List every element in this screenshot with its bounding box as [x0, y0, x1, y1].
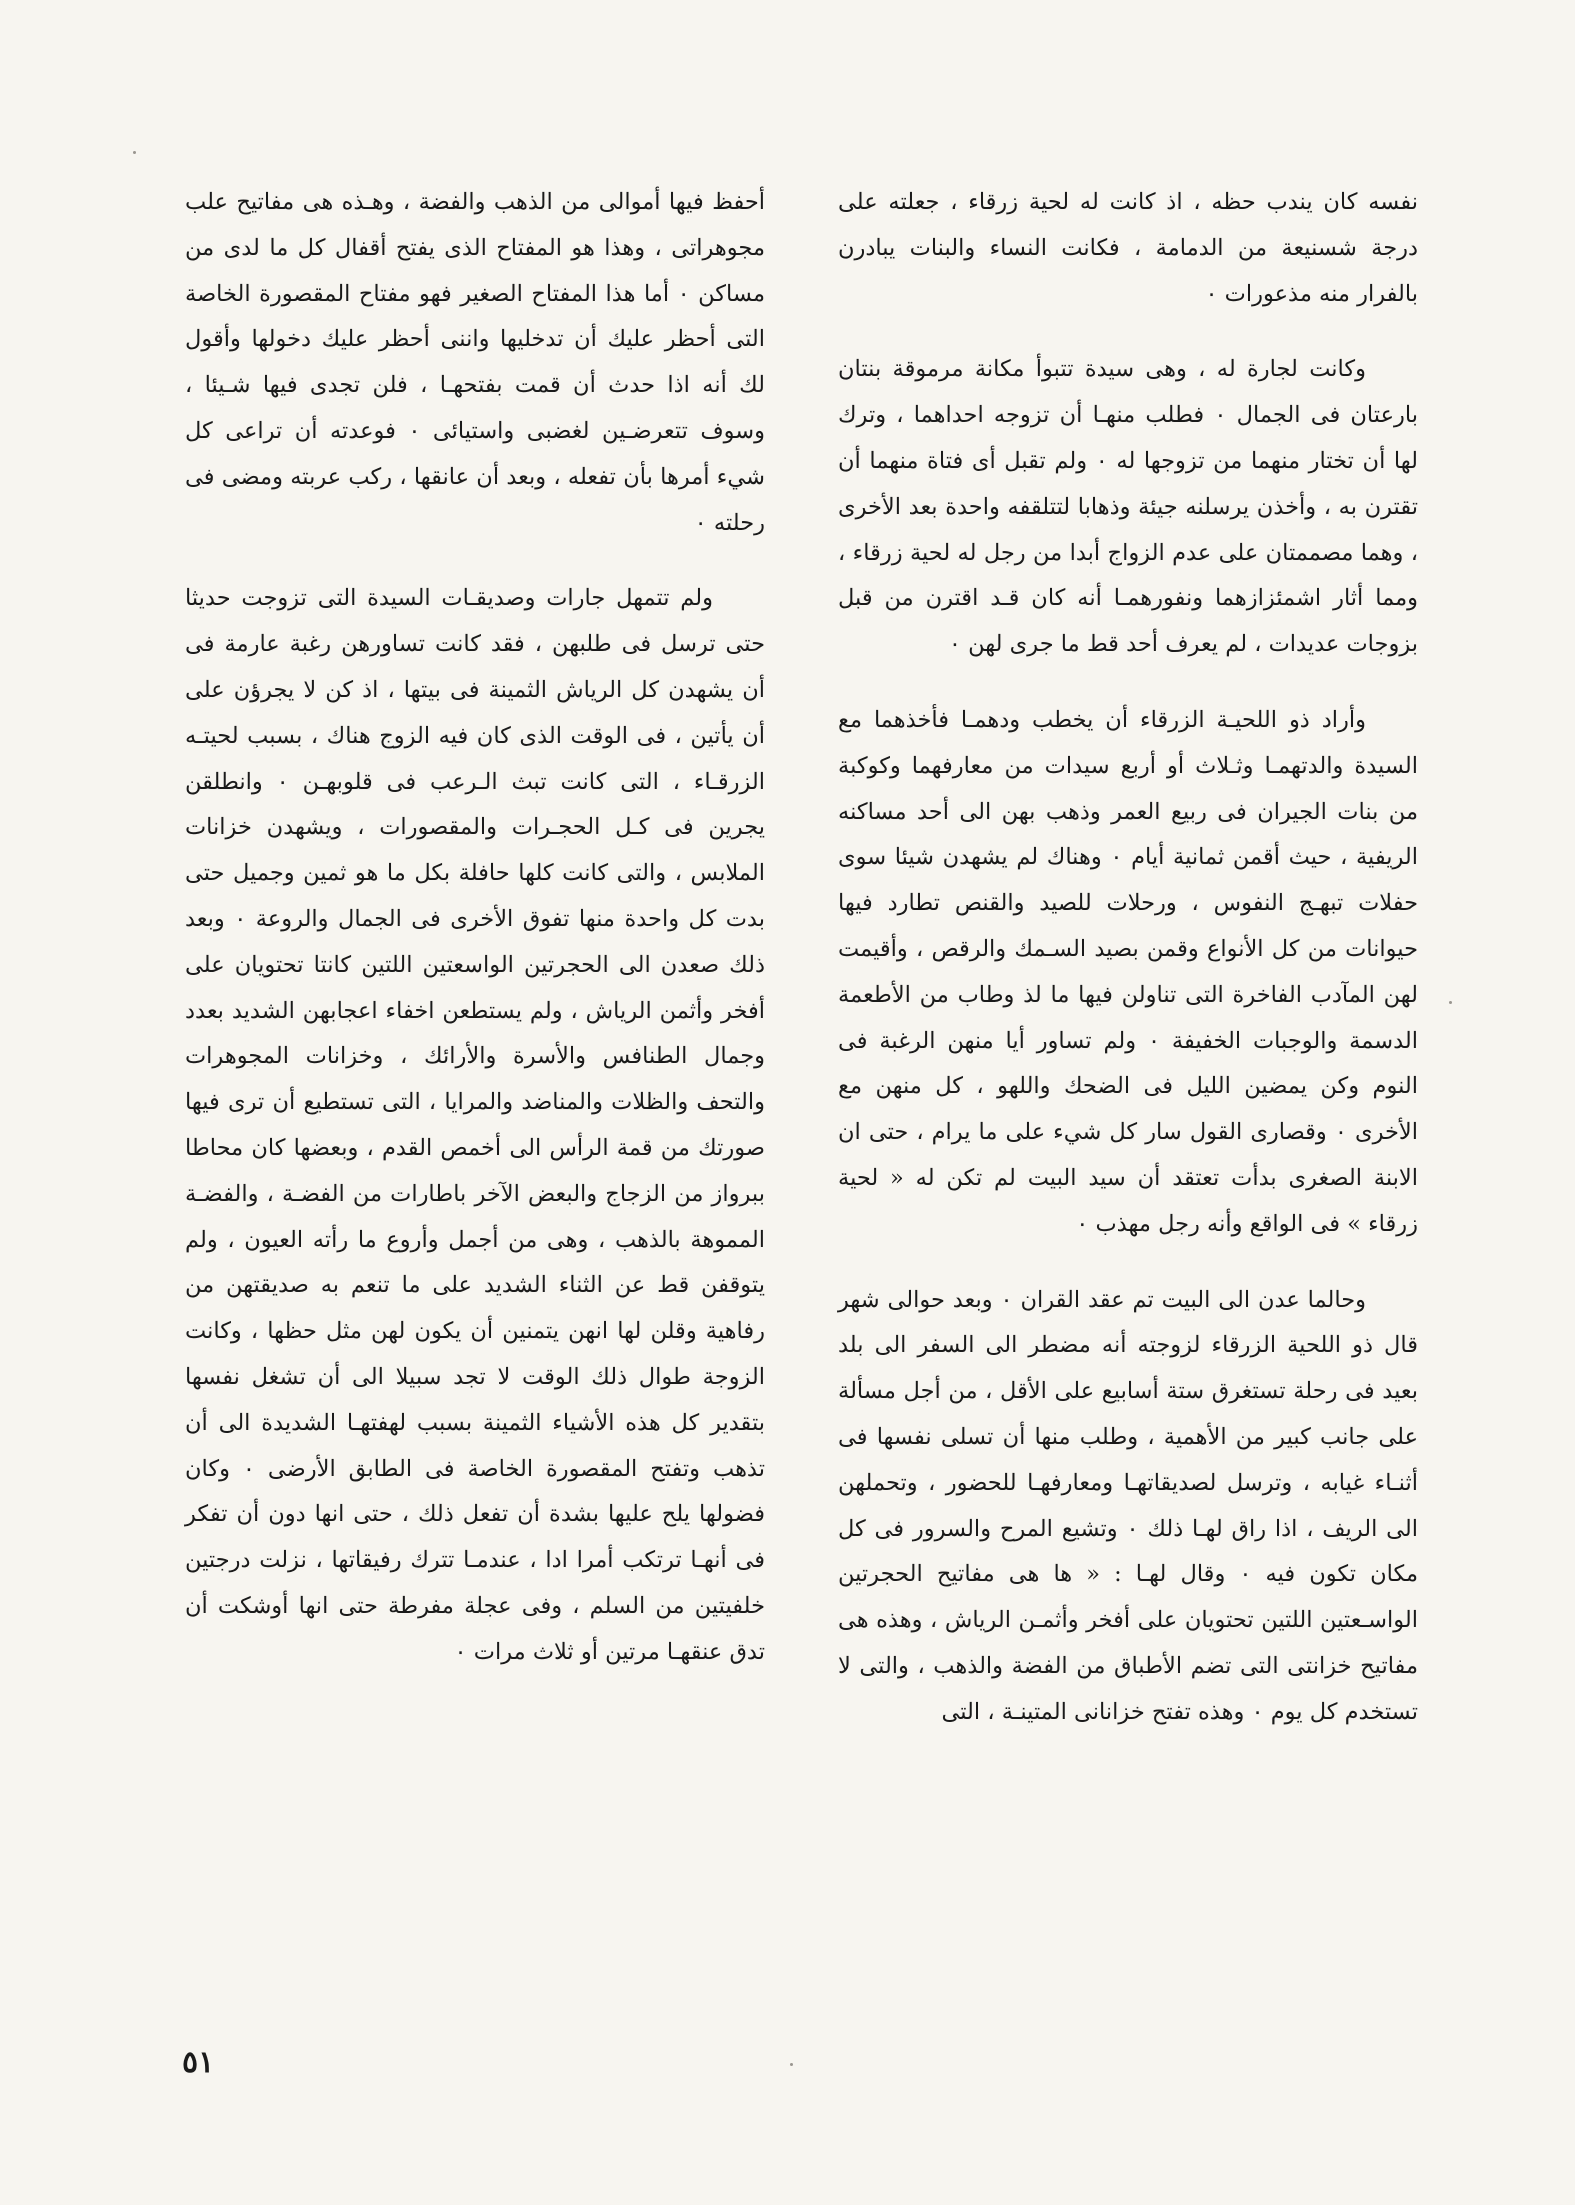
right-text-column: [838, 180, 1418, 1736]
paragraph: ولم تتمهل جارات وصديقـات السيدة التى تزوجت حديثا حتى ترسل فى طلبهن ، فقد كانت تساورهن رغبة عارمة فى أن يشهدن كل الرياش الثمينة فى بيتها ، اذ كن لا يجرؤن على أن يأتين ، فى الوقت الذى كان فيه الزوج هناك ، بسبب لحيتـه الزرقـاء ، التى كانت تبث الـرعب فى قلوبهـن ٠ وانطلقن يجرين فى كـل الحجـرات والمقصورات ، ويشهدن خزانات الملابس ، والتى كانت كلها حافلة بكل ما هو ثمين وجميل حتى بدت كل واحدة منها تفوق الأخرى فى الجمال والروعة ٠ وبعد ذلك صعدن الى الحجرتين الواسعتين اللتين كانتا تحتويان على أفخر وأثمن الرياش ، ولم يستطعن اخفاء اعجابهن الشديد بعدد وجمال الطنافس والأسرة والأرائك ، وخزانات المجوهرات والتحف والظلات والمناضد والمرايا ، التى تستطيع أن ترى فيها صورتك من قمة الرأس الى أخمص القدم ، وبعضها كان محاطا ببرواز من الزجاج والبعض الآخر باطارات من الفضـة ، والفضـة المموهة بالذهب ، وهى من أجمل وأروع ما رأته العيون ، ولم يتوقفن قط عن الثناء الشديد على ما تنعم به صديقتهن من رفاهية وقلن لها انهن يتمنين أن يكون لهن مثل حظها ، وكانت الزوجة طوال ذلك الوقت لا تجد سبيلا الى أن تشغل نفسها بتقدير كل هذه الأشياء الثمينة بسبب لهفتهـا الشديدة الى أن تذهب وتفتح المقصورة الخاصة فى الطابق الأرضى ٠ وكان فضولها يلح عليها بشدة أن تفعل ذلك ، حتى انها دون أن تفكر فى أنهـا ترتكب أمرا ادا ، عندمـا تترك رفيقاتها ، نزلت درجتين خلفيتين من السلم ، وفى عجلة مفرطة حتى انها أوشكت أن تدق عنقهـا مرتين أو ثلاث مرات ٠: [185, 585, 766, 1665]
page-number: ٥١: [182, 2045, 215, 2080]
paragraph: وكانت لجارة له ، وهى سيدة تتبوأ مكانة مرموقة بنتان بارعتان فى الجمال ٠ فطلب منهـا أن تزوجه احداهما ، وترك لها أن تختار منهما من تزوجها له ٠ ولم تقبل أى فتاة منهما أن تقترن به ، وأخذن يرسلنه جيئة وذهابا لتتلقفه واحدة بعد الأخرى ، وهما مصممتان على عدم الزواج أبدا من رجل له لحية زرقاء ، ومما أثار اشمئزازهما ونفورهمـا أنه كان قـد اقترن من قبل بزوجات عديدات ، لم يعرف أحد قط ما جرى لهن ٠: [838, 356, 1419, 658]
left-text-column: [185, 180, 765, 1676]
paragraph: وحالما عدن الى البيت تم عقد القران ٠ وبعد حوالى شهر قال ذو اللحية الزرقاء لزوجته أنه مضطر الى السفر الى بلد بعيد فى رحلة تستغرق ستة أسابيع على الأقل ، من أجل مسألة على جانب كبير من الأهمية ، وطلب منها أن تسلى نفسها فى أثنـاء غيابه ، وترسل لصديقاتهـا ومعارفهـا للحضور ، وتحملهن الى الريف ، اذا راق لهـا ذلك ٠ وتشيع المرح والسرور فى كل مكان تكون فيه ٠ وقال لهـا : « ها هى مفاتيح الحجرتين الواسـعتين اللتين تحتويان على أفخر وأثمـن الرياش ، وهذه هى مفاتيح خزانتى التى تضم الأطباق من الفضة والذهب ، والتى لا تستخدم كل يوم ٠ وهذه تفتح خزانانى المتينـة ، التى: [838, 1286, 1419, 1725]
scan-speck: [133, 151, 136, 154]
paragraph: وأراد ذو اللحيـة الزرقاء أن يخطب ودهمـا فأخذهما مع السيدة والدتهمـا وثـلاث أو أربع سيدات من معارفهما وكوكبة من بنات الجيران فى ربيع العمر وذهب بهن الى أحد مساكنه الريفية ، حيث أقمن ثمانية أيام ٠ وهناك لم يشهدن شيئا سوى حفلات تبهـج النفوس ، ورحلات للصيد والقنص تطارد فيها حيوانات من كل الأنواع وقمن بصيد السـمك والرقص ، وأقيمت لهن المآدب الفاخرة التى تناولن فيها ما لذ وطاب من الأطعمة الدسمة والوجبات الخفيفة ٠ ولم تساور أيا منهن الرغبة فى النوم وكن يمضين الليل فى الضحك واللهو ، كل منهن مع الأخرى ٠ وقصارى القول سار كل شيء على ما يرام ، حتى ان الابنة الصغرى بدأت تعتقد أن سيد البيت لم تكن له « لحية زرقاء » فى الواقع وأنه رجل مهذب ٠: [838, 706, 1419, 1237]
paragraph: أحفظ فيها أموالى من الذهب والفضة ، وهـذه هى مفاتيح علب مجوهراتى ، وهذا هو المفتاح الذى يفتح أقفال كل ما لدى من مساكن ٠ أما هذا المفتاح الصغير فهو مفتاح المقصورة الخاصة التى أحظر عليك أن تدخليها واننى أحظر عليك دخولها وأقول لك أنه اذا حدث أن قمت بفتحهـا ، فلن تجدى فيها شـيئا ، وسوف تتعرضـين لغضبى واستيائى ٠ فوعدته أن تراعى كل شيء أمرها بأن تفعله ، وبعد أن عانقها ، ركب عربته ومضى فى رحلته ٠: [185, 189, 765, 536]
paragraph: نفسه كان يندب حظه ، اذ كانت له لحية زرقاء ، جعلته على درجة شسنيعة من الدمامة ، فكانت النساء والبنات يبادرن بالفرار منه مذعورات ٠: [838, 189, 1418, 307]
scan-speck: [790, 2063, 793, 2066]
scan-speck: [1449, 1001, 1452, 1004]
